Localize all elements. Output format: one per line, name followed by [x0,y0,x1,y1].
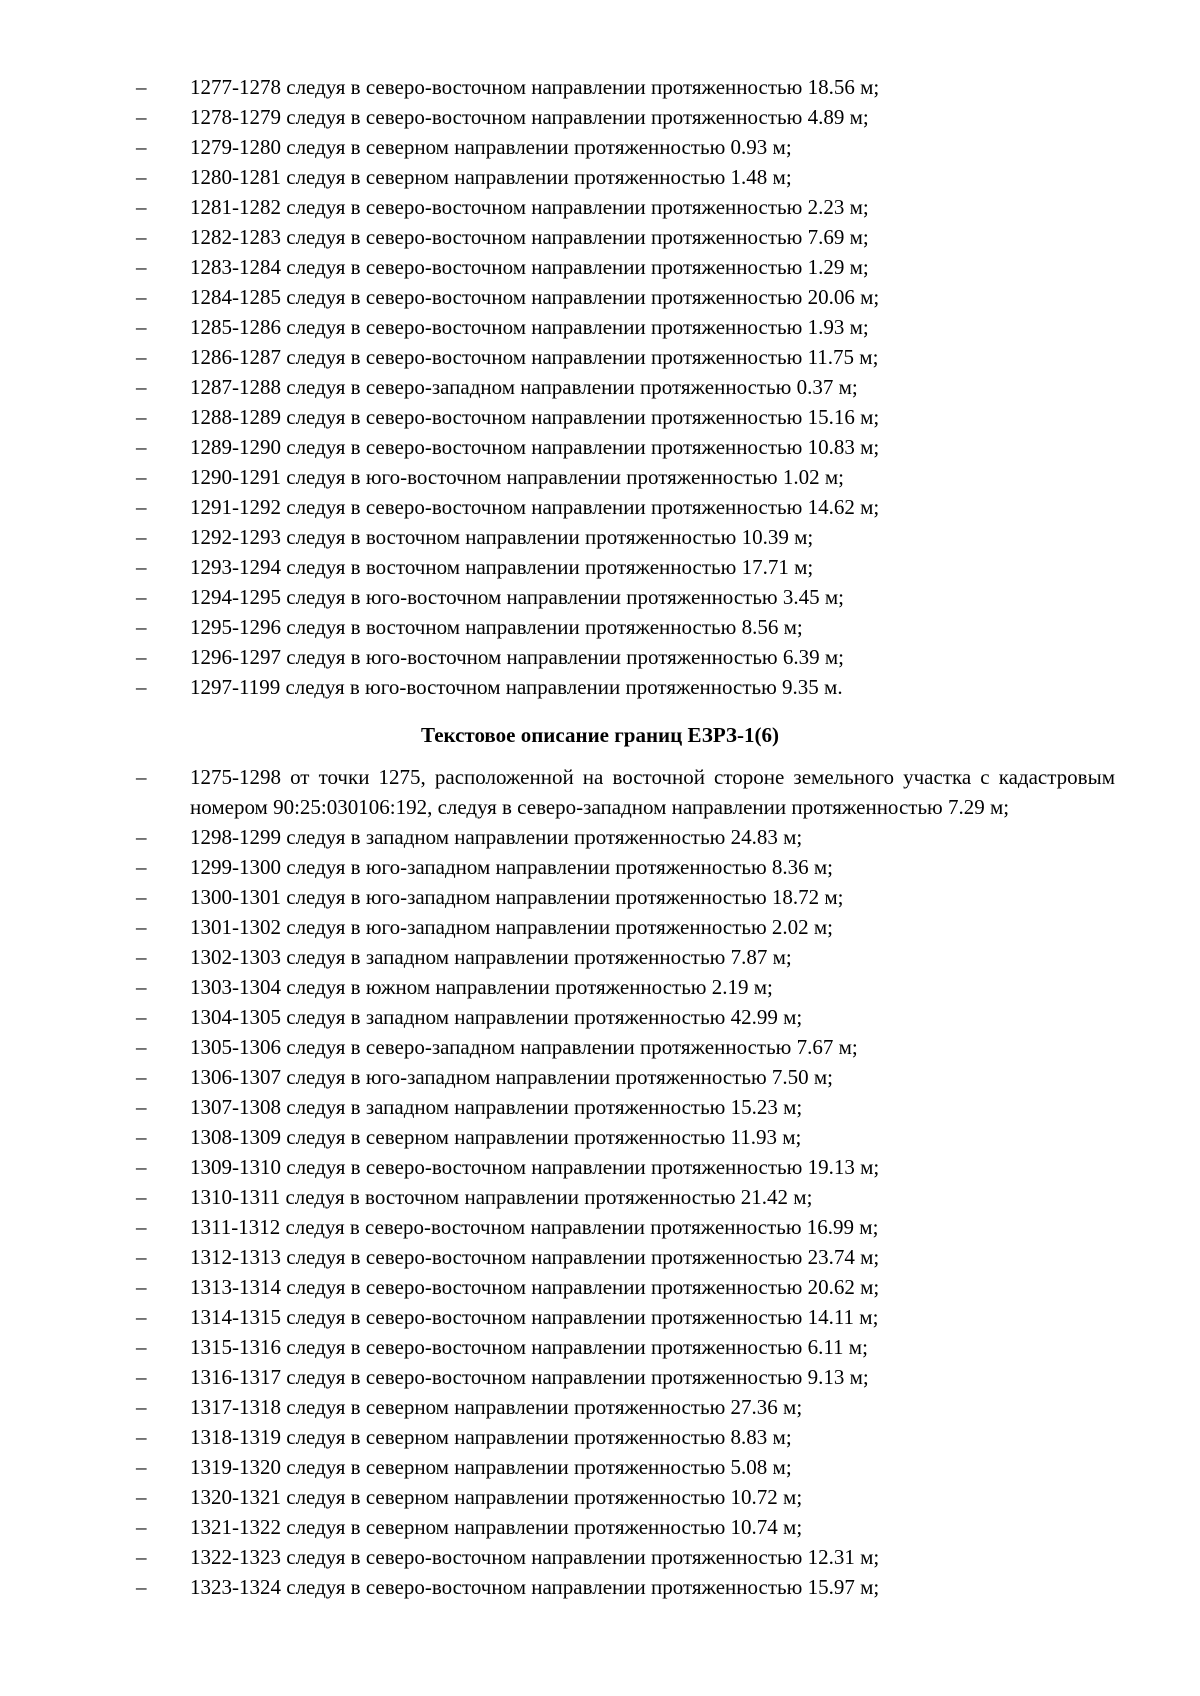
list-item [0,252,1115,282]
list-item [0,612,1115,642]
list-marker: – [136,315,147,339]
list-marker: – [136,405,147,429]
list-item [0,132,1115,162]
list-item-text: 1311-1312 следуя в северо-восточном направлении протяженностью 16.99 м; [190,1215,879,1239]
list-item [0,1302,1115,1332]
list-item-text: 1283-1284 следуя в северо-восточном направлении протяженностью 1.29 м; [190,255,869,279]
list-item-text: 1302-1303 следуя в западном направлении протяженностью 7.87 м; [190,945,792,969]
list-item-text: 1317-1318 следуя в северном направлении протяженностью 27.36 м; [190,1395,803,1419]
list-item [0,372,1115,402]
list-item [0,192,1115,222]
list-item [0,1392,1115,1422]
list-item-text: 1289-1290 следуя в северо-восточном направлении протяженностью 10.83 м; [190,435,880,459]
list-marker: – [136,555,147,579]
list-item-text: 1318-1319 следуя в северном направлении протяженностью 8.83 м; [190,1425,792,1449]
list-item [0,1242,1115,1272]
list-marker: – [136,1365,147,1389]
list-marker: – [136,255,147,279]
list-item-text: 1309-1310 следуя в северо-восточном направлении протяженностью 19.13 м; [190,1155,880,1179]
list-item [0,462,1115,492]
list-marker: – [136,75,147,99]
list-item [0,1152,1115,1182]
list-item [0,882,1115,912]
list-item [0,1512,1115,1542]
list-item-text: 1288-1289 следуя в северо-восточном направлении протяженностью 15.16 м; [190,405,880,429]
list-item-text: 1315-1316 следуя в северо-восточном направлении протяженностью 6.11 м; [190,1335,868,1359]
list-marker: – [136,975,147,999]
list-item [0,312,1115,342]
list-marker: – [136,225,147,249]
list-item-text: 1277-1278 следуя в северо-восточном направлении протяженностью 18.56 м; [190,75,880,99]
list-item-text: 1292-1293 следуя в восточном направлении протяженностью 10.39 м; [190,525,814,549]
list-marker: – [136,765,147,789]
list-marker: – [136,915,147,939]
list-item [0,822,1115,852]
list-marker: – [136,1035,147,1059]
list-item [0,402,1115,432]
list-item [0,102,1115,132]
list-item [0,1182,1115,1212]
list-item-text: 1294-1295 следуя в юго-восточном направлении протяженностью 3.45 м; [190,585,844,609]
list-item [0,162,1115,192]
list-item-text: 1301-1302 следуя в юго-западном направлении протяженностью 2.02 м; [190,915,834,939]
list-marker: – [136,645,147,669]
list-item-text: 1322-1323 следуя в северо-восточном направлении протяженностью 12.31 м; [190,1545,880,1569]
list-item [0,1542,1115,1572]
list-marker: – [136,615,147,639]
list-item-text: 1310-1311 следуя в восточном направлении протяженностью 21.42 м; [190,1185,813,1209]
list-item-text: 1323-1324 следуя в северо-восточном направлении протяженностью 15.97 м; [190,1575,880,1599]
list-item-text: 1296-1297 следуя в юго-восточном направлении протяженностью 6.39 м; [190,645,844,669]
list-marker: – [136,1485,147,1509]
list-item-text: 1287-1288 следуя в северо-западном направлении протяженностью 0.37 м; [190,375,858,399]
list-item [0,492,1115,522]
list-item-text: 1307-1308 следуя в западном направлении протяженностью 15.23 м; [190,1095,803,1119]
list-item-text: 1305-1306 следуя в северо-западном направлении протяженностью 7.67 м; [190,1035,858,1059]
list-marker: – [136,525,147,549]
list-marker: – [136,345,147,369]
list-marker: – [136,1215,147,1239]
list-item [0,942,1115,972]
list-item-text: 1279-1280 следуя в северном направлении протяженностью 0.93 м; [190,135,792,159]
list-item [0,852,1115,882]
list-marker: – [136,135,147,159]
list-item-text: 1290-1291 следуя в юго-восточном направлении протяженностью 1.02 м; [190,465,844,489]
list-marker: – [136,1245,147,1269]
list-item-text: 1280-1281 следуя в северном направлении протяженностью 1.48 м; [190,165,792,189]
list-item-text: 1281-1282 следуя в северо-восточном направлении протяженностью 2.23 м; [190,195,869,219]
list-marker: – [136,1065,147,1089]
list-item [0,1062,1115,1092]
list-item-text: 1300-1301 следуя в юго-западном направлении протяженностью 18.72 м; [190,885,844,909]
list-item [0,762,1115,822]
list-item-text: 1275-1298 от точки 1275, расположенной на восточной стороне земельного участка с кадастровым номером 90:25:030106:192, следуя в северо-западном направлении протяженностью 7.29 м; [190,765,1115,819]
list-item-text: 1319-1320 следуя в северном направлении протяженностью 5.08 м; [190,1455,792,1479]
list-item-text: 1303-1304 следуя в южном направлении протяженностью 2.19 м; [190,975,773,999]
list-item-text: 1313-1314 следуя в северо-восточном направлении протяженностью 20.62 м; [190,1275,880,1299]
list-item [0,672,1115,702]
list-item-text: 1299-1300 следуя в юго-западном направлении протяженностью 8.36 м; [190,855,834,879]
list-item [0,432,1115,462]
list-item [0,1122,1115,1152]
list-item-text: 1321-1322 следуя в северном направлении протяженностью 10.74 м; [190,1515,803,1539]
list-item [0,1422,1115,1452]
list-item-text: 1314-1315 следуя в северо-восточном направлении протяженностью 14.11 м; [190,1305,879,1329]
list-item-text: 1298-1299 следуя в западном направлении протяженностью 24.83 м; [190,825,803,849]
list-marker: – [136,585,147,609]
list-item [0,552,1115,582]
list-marker: – [136,195,147,219]
list-marker: – [136,1185,147,1209]
list-item [0,1482,1115,1512]
list-item [0,282,1115,312]
list-marker: – [136,945,147,969]
list-item [0,972,1115,1002]
list-item-text: 1320-1321 следуя в северном направлении протяженностью 10.72 м; [190,1485,803,1509]
list-item [0,72,1115,102]
list-item [0,1002,1115,1032]
list-item-text: 1316-1317 следуя в северо-восточном направлении протяженностью 9.13 м; [190,1365,869,1389]
list-marker: – [136,825,147,849]
list-item-text: 1293-1294 следуя в восточном направлении протяженностью 17.71 м; [190,555,814,579]
list-item-text: 1297-1199 следуя в юго-восточном направлении протяженностью 9.35 м. [190,675,843,699]
list-marker: – [136,105,147,129]
list-item-text: 1291-1292 следуя в северо-восточном направлении протяженностью 14.62 м; [190,495,880,519]
list-item [0,642,1115,672]
list-marker: – [136,1575,147,1599]
list-marker: – [136,165,147,189]
section-heading: Текстовое описание границ ЕЗРЗ-1(6) [420,723,779,747]
list-item-text: 1282-1283 следуя в северо-восточном направлении протяженностью 7.69 м; [190,225,869,249]
list-item [0,222,1115,252]
list-marker: – [136,1095,147,1119]
list-item-text: 1306-1307 следуя в юго-западном направлении протяженностью 7.50 м; [190,1065,834,1089]
list-item [0,1032,1115,1062]
list-item-text: 1295-1296 следуя в восточном направлении протяженностью 8.56 м; [190,615,803,639]
list-item-text: 1304-1305 следуя в западном направлении протяженностью 42.99 м; [190,1005,803,1029]
list-item [0,342,1115,372]
list-marker: – [136,1425,147,1449]
list-item-text: 1308-1309 следуя в северном направлении протяженностью 11.93 м; [190,1125,802,1149]
list-marker: – [136,855,147,879]
list-marker: – [136,1395,147,1419]
list-marker: – [136,1305,147,1329]
list-item [0,582,1115,612]
list-item [0,912,1115,942]
boundary-list-ezrz [0,762,1200,1602]
list-item [0,1212,1115,1242]
list-marker: – [136,1335,147,1359]
list-marker: – [136,1515,147,1539]
list-item [0,1272,1115,1302]
list-marker: – [136,465,147,489]
list-marker: – [136,885,147,909]
boundary-list-continued [0,72,1200,702]
list-marker: – [136,1275,147,1299]
list-marker: – [136,285,147,309]
list-item-text: 1285-1286 следуя в северо-восточном направлении протяженностью 1.93 м; [190,315,869,339]
list-marker: – [136,435,147,459]
list-marker: – [136,375,147,399]
list-item [0,1332,1115,1362]
list-item-text: 1278-1279 следуя в северо-восточном направлении протяженностью 4.89 м; [190,105,869,129]
list-item-text: 1284-1285 следуя в северо-восточном направлении протяженностью 20.06 м; [190,285,880,309]
list-item [0,1452,1115,1482]
list-marker: – [136,1155,147,1179]
list-item [0,1362,1115,1392]
list-item [0,522,1115,552]
list-item [0,1572,1115,1602]
list-marker: – [136,1005,147,1029]
list-item [0,1092,1115,1122]
list-marker: – [136,1125,147,1149]
list-marker: – [136,1545,147,1569]
list-marker: – [136,495,147,519]
list-marker: – [136,675,147,699]
list-item-text: 1286-1287 следуя в северо-восточном направлении протяженностью 11.75 м; [190,345,879,369]
list-item-text: 1312-1313 следуя в северо-восточном направлении протяженностью 23.74 м; [190,1245,880,1269]
list-marker: – [136,1455,147,1479]
